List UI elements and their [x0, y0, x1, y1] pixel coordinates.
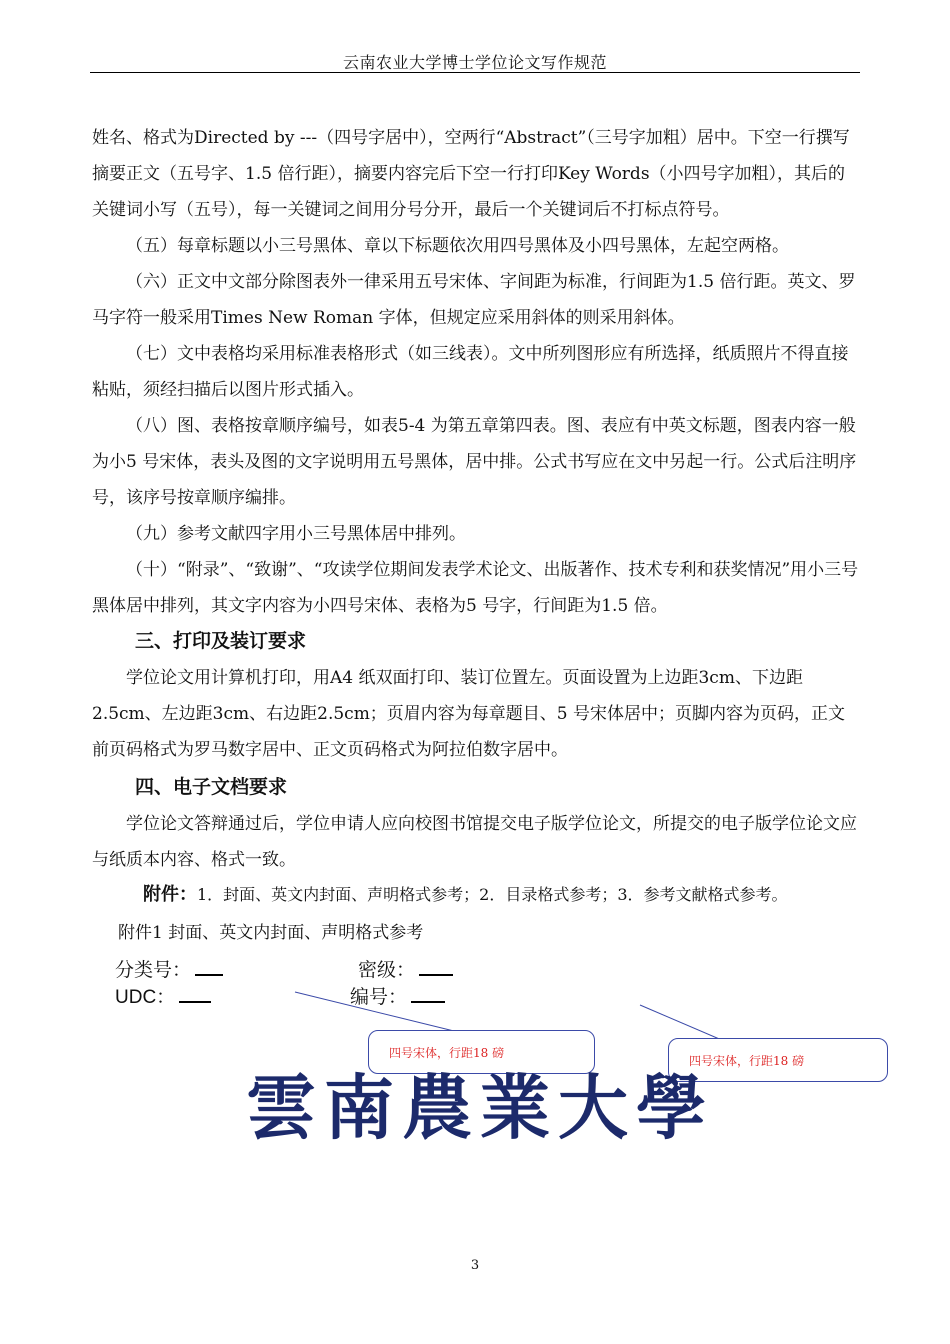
attachments-label: 附件： — [143, 884, 197, 905]
page-number: 3 — [470, 1258, 480, 1273]
callout-left-text: 四号宋体，行距18 磅 — [389, 1046, 505, 1060]
classification-label: 分类号： — [115, 960, 192, 981]
udc-label: UDC： — [115, 987, 176, 1008]
section-heading-print: 三、打印及装订要求 — [135, 630, 307, 652]
paragraph-item-9: （九）参考文献四字用小三号黑体居中排列。 — [126, 524, 466, 544]
paragraph-electronic-requirements: 学位论文答辩通过后，学位申请人应向校图书馆提交电子版学位论文，所提交的电子版学位论文应与纸质本内容、格式一致。 — [92, 814, 857, 870]
page-header: 云南农业大学博士学位论文写作规范 — [342, 53, 607, 72]
callout-pointer-left — [295, 992, 458, 1032]
attachments-list: 1．封面、英文内封面、声明格式参考；2．目录格式参考；3．参考文献格式参考。 — [197, 885, 788, 904]
university-logo — [230, 1068, 730, 1148]
paragraph-item-10: （十）“附录”、“致谢”、“攻读学位期间发表学术论文、出版著作、技术专利和获奖情况”用小三号黑体居中排列，其文字内容为小四号宋体、表格为5 号字，行间距为1.5 倍。 — [92, 560, 859, 616]
paragraph-item-5: （五）每章标题以小三号黑体、章以下标题依次用四号黑体及小四号黑体，左起空两格。 — [126, 236, 789, 256]
attachment-1-title: 附件1 封面、英文内封面、声明格式参考 — [118, 923, 424, 943]
serial-number-label: 编号： — [350, 987, 408, 1008]
callout-right-text: 四号宋体，行距18 磅 — [689, 1054, 805, 1068]
paragraph-print-requirements: 学位论文用计算机打印，用A4 纸双面打印、装订位置左。页面设置为上边距3cm、下边距2.5cm、左边距3cm、右边距2.5cm；页眉内容为每章题目、5 号宋体居中；页脚内容为页码，正文前页码格式为罗马数字居中、正文页码格式为阿拉伯数字居中。 — [92, 668, 846, 760]
paragraph-item-7: （七）文中表格均采用标准表格形式（如三线表）。文中所列图形应有所选择，纸质照片不得直接粘贴，须经扫描后以图片形式插入。 — [92, 344, 849, 400]
section-heading-electronic: 四、电子文档要求 — [135, 776, 288, 798]
university-logo-text: 雲南農業大學 — [246, 1068, 714, 1148]
paragraph-item-6: （六）正文中文部分除图表外一律采用五号宋体、字间距为标准，行间距为1.5 倍行距。英文、罗马字符一般采用Times New Roman 字体，但规定应采用斜体的则采用斜体。 — [92, 272, 856, 328]
paragraph-abstract-format: 姓名、格式为Directed by ---（四号字居中），空两行“Abstract”（三号字加粗）居中。下空一行撰写摘要正文（五号字、1.5 倍行距），摘要内容完后下空一行打印Key Words（小四号字加粗），其后的关键词小写（五号），每一关键词之间用分号分开，最后一个关键词后不打标点符号。 — [92, 128, 850, 220]
secret-level-label: 密级： — [358, 960, 416, 981]
paragraph-item-8: （八）图、表格按章顺序编号，如表5-4 为第五章第四表。图、表应有中英文标题，图表内容一般为小5 号宋体，表头及图的文字说明用五号黑体，居中排。公式书写应在文中另起一行。公式后注明序号，该序号按章顺序编排。 — [92, 416, 857, 508]
